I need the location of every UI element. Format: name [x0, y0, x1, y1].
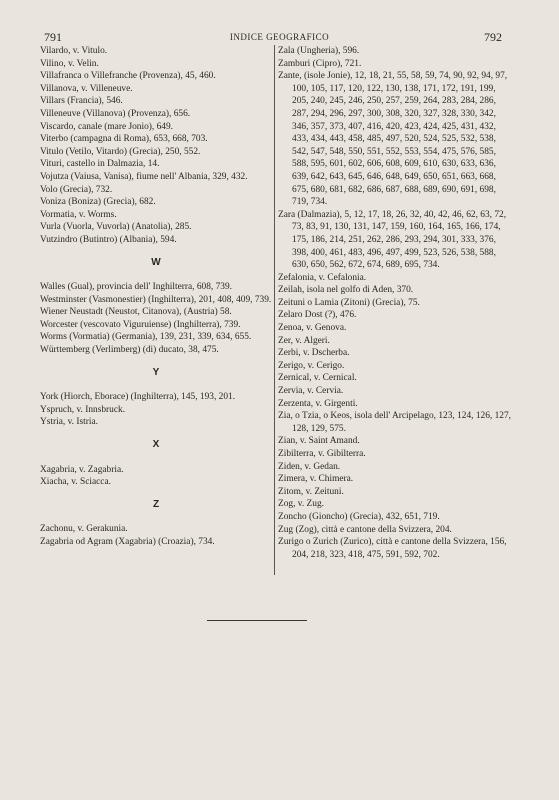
left-column [40, 45, 272, 549]
index-entry: Zog, v. Zug. [278, 499, 324, 510]
index-entry: Zernical, v. Cernical. [278, 373, 357, 384]
index-entry: Zante, (isole Jonie), 12, 18, 21, 55, 58, 59, 74, 90, 92, 94, 97, 100, 105, 117, 120, 122, 130, 138, 171, 172, 191, 199, 205, 240, 245, 246, 250, 257, 259, 264, 283, 284, 286, 287, 294, 296, 297, 300, 308, 320, 327, 328, 330, 342, 346, 357, 373, 407, 416, 420, 423, 424, 425, 431, 432, 433, 434, 443, 458, 485, 497, 520, 524, 525, 532, 538, 542, 547, 548, 550, 551, 552, 553, 554, 475, 576, 585, 588, 595, 601, 602, 606, 608, 609, 610, 630, 633, 636, 639, 642, 643, 645, 646, 648, 649, 650, 651, 663, 668, 675, 680, 681, 682, 686, 687, 688, 689, 690, 691, 698, 719, 734. [278, 71, 508, 208]
index-entry: Zer, v. Algeri. [278, 335, 330, 346]
index-entry: Villafranca o Villefranche (Provenza), 45, 460. [40, 71, 216, 82]
index-entry: Westminster (Vasmonestier) (Inghilterra), 201, 408, 409, 739. [40, 294, 272, 305]
index-entry: York (Hiorch, Eborace) (Inghilterra), 145, 193, 201. [40, 392, 236, 403]
index-entry: Yspruch, v. Innsbruck. [40, 404, 126, 415]
index-entry: Zitom, v. Zeituni. [278, 486, 344, 497]
index-entry: Ystria, v. Istria. [40, 417, 98, 428]
running-title: INDICE GEOGRAFICO [229, 32, 330, 42]
index-entry: Viscardo, canale (mare Jonio), 649. [40, 121, 173, 132]
index-entry: Voniza (Boniza) (Grecia), 682. [40, 197, 156, 208]
index-entry: Zelaro Dost (?), 476. [278, 310, 357, 321]
index-entry: Zerbi, v. Dscherba. [278, 348, 350, 359]
index-entry: Villeneuve (Villanova) (Provenza), 656. [40, 108, 191, 119]
index-entry: Zerzenta, v. Girgenti. [278, 398, 358, 409]
index-entry: Xagabria, v. Zagabria. [40, 464, 124, 475]
index-entry: Zia, o Tzia, o Keos, isola dell' Arcipelago, 123, 124, 126, 127, 128, 129, 575. [278, 411, 511, 434]
index-entry: Villanova, v. Villeneuve. [40, 83, 133, 94]
index-entry: Viterbo (campagna di Roma), 653, 668, 703. [40, 134, 208, 145]
right-column [278, 45, 514, 561]
index-entry: Villars (Francia), 546. [40, 96, 123, 107]
index-entry: Zenoa, v. Genova. [278, 323, 347, 334]
section-letter-z: Z [152, 498, 160, 510]
index-entry: Walles (Gual), provincia dell' Inghilterra, 608, 739. [40, 282, 233, 293]
index-entry: Zeituni o Lamia (Zitoni) (Grecia), 75. [278, 297, 420, 308]
index-entry: Zara (Dalmazia), 5, 12, 17, 18, 26, 32, 40, 42, 46, 62, 63, 72, 73, 83, 91, 130, 131, 147, 159, 160, 164, 165, 166, 174, 175, 186, 214, 251, 262, 286, 293, 294, 301, 333, 376, 398, 400, 461, 483, 496, 497, 499, 523, 526, 538, 588, 630, 650, 562, 672, 674, 689, 695, 734. [278, 209, 507, 271]
index-entry: Zoncho (Gioncho) (Grecia), 432, 651, 719. [278, 511, 440, 522]
index-entry: Zala (Ungheria), 596. [278, 46, 360, 56]
index-entry: Zurigo o Zurich (Zurico), città e cantone della Svizzera, 156, 204, 218, 323, 418, 475, 591, 592, 702. [278, 537, 507, 560]
index-entry: Zian, v. Saint Amand. [278, 436, 360, 447]
index-entry: Vormatia, v. Worms. [40, 209, 117, 220]
index-entry: Württemberg (Verlimberg) (di) ducato, 38, 475. [40, 345, 219, 356]
index-entry: Volo (Grecia), 732. [40, 184, 113, 195]
index-entry: Zibilterra, v. Gibilterra. [278, 449, 366, 459]
index-entry: Vituri, castello in Dalmazia, 14. [40, 159, 160, 170]
index-entry: Zimera, v. Chimera. [278, 474, 354, 485]
index-entry: Vilardo, v. Vitulo. [40, 46, 108, 56]
page-number-right: 792 [484, 30, 502, 44]
index-entry: Vilino, v. Velin. [40, 58, 99, 69]
index-entry: Ziden, v. Gedan. [278, 461, 341, 472]
index-entry: Zagabria od Agram (Xagabria) (Croazia), 734. [40, 537, 215, 547]
closing-rule [207, 620, 307, 621]
index-entry: Vutzindro (Butintro) (Albania), 594. [40, 234, 177, 245]
index-entry: Zefalonia, v. Cefalonia. [278, 272, 367, 283]
index-entry: Zerigo, v. Cerigo. [278, 360, 345, 371]
section-letter-x: X [152, 439, 160, 451]
index-entry: Zachonu, v. Gerakunia. [40, 524, 128, 535]
index-entry: Zamburi (Cipro), 721. [278, 58, 362, 69]
index-entry: Worcester (vescovato Viguruiense) (Inghilterra), 739. [40, 319, 241, 330]
page-number-left: 791 [44, 30, 62, 44]
index-entry: Xiacha, v. Sciacca. [40, 477, 111, 488]
section-letter-y: Y [152, 366, 160, 378]
column-divider [274, 45, 275, 575]
index-entry: Vitulo (Vetilo, Vitardo) (Grecia), 250, 552. [40, 146, 201, 157]
index-entry: Wiener Neustadt (Neustot, Citanova), (Austria) 58. [40, 307, 232, 318]
index-entry: Zug (Zog), città e cantone della Svizzera, 204. [278, 524, 452, 535]
index-entry: Worms (Vormatia) (Germania), 139, 231, 339, 634, 655. [40, 332, 252, 343]
section-letter-w: W [151, 256, 161, 268]
index-entry: Zervia, v. Cervia. [278, 386, 344, 397]
index-entry: Zeilah, isola nel golfo di Aden, 370. [278, 285, 414, 296]
index-entry: Vurla (Vuorla, Vuvorla) (Anatolia), 285. [40, 222, 192, 233]
index-entry: Vojutza (Vaiusa, Vanisa), fiume nell' Albania, 329, 432. [40, 171, 248, 182]
